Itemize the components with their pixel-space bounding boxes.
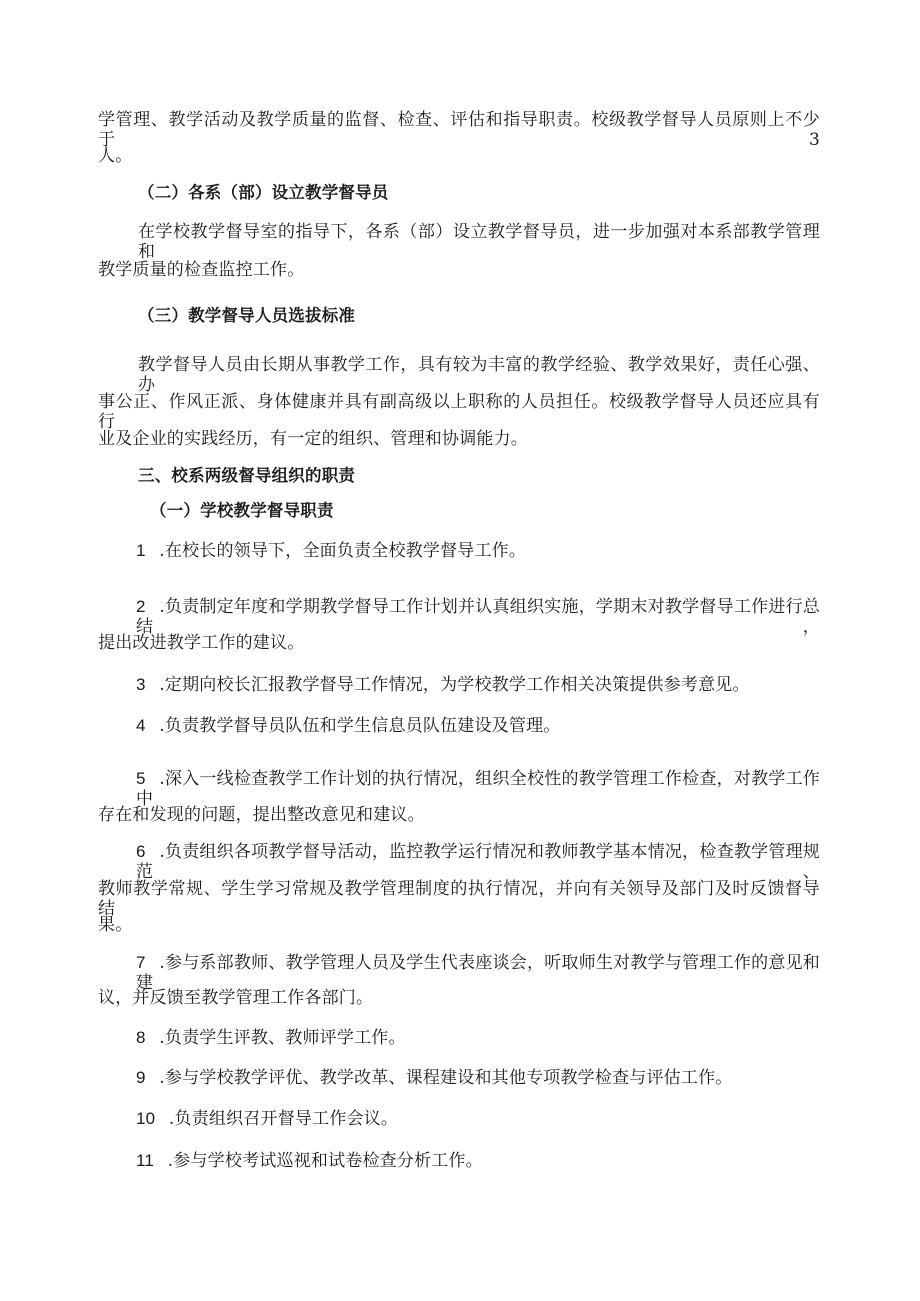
list-item-7-line-1 xyxy=(136,953,820,993)
list-item-7-line-2: 议，并反馈至教学管理工作各部门。 xyxy=(98,988,374,1008)
list-item-number: 9 xyxy=(136,1068,146,1087)
list-item-2-line-2: 提出改进教学工作的建议。 xyxy=(98,633,305,653)
list-item-text: .负责组织各项教学督导活动，监控教学运行情况和教师教学基本情况，检查教学管理规范、 xyxy=(136,842,821,882)
list-item-number: 4 xyxy=(136,716,146,735)
list-item-10 xyxy=(136,1109,398,1129)
list-item-2-line-1 xyxy=(136,597,820,637)
list-item-text: .参与学校教学评优、教学改革、课程建设和其他专项教学检查与评估工作。 xyxy=(159,1068,733,1088)
list-item-text: .在校长的领导下，全面负责全校教学督导工作。 xyxy=(159,541,527,561)
paragraph-intro-line-1: 学管理、教学活动及教学质量的监督、检查、评估和指导职责。校级教学督导人员原则上不少于3 xyxy=(98,110,820,150)
list-item-text: .负责制定年度和学期教学督导工作计划并认真组织实施，学期末对教学督导工作进行总结， xyxy=(136,597,821,637)
heading-selection-criteria: （三）教学督导人员选拔标准 xyxy=(138,306,356,325)
paragraph-three-line-1: 教学督导人员由长期从事教学工作，具有较为丰富的教学经验、教学效果好，责任心强、办 xyxy=(138,355,820,395)
list-item-6-line-3: 果。 xyxy=(98,915,133,935)
paragraph-two-line-1: 在学校教学督导室的指导下，各系（部）设立教学督导员，进一步加强对本系部教学管理和 xyxy=(138,222,820,262)
paragraph-three-line-3: 业及企业的实践经历，有一定的组织、管理和协调能力。 xyxy=(98,429,528,449)
list-item-text: .负责学生评教、教师评学工作。 xyxy=(159,1028,406,1048)
list-item-1 xyxy=(136,541,526,561)
list-item-text: .定期向校长汇报教学督导工作情况，为学校教学工作相关决策提供参考意见。 xyxy=(159,675,750,695)
list-item-number: 8 xyxy=(136,1028,146,1047)
paragraph-intro-line-2: 人。 xyxy=(98,146,133,166)
paragraph-two-line-2: 教学质量的检查监控工作。 xyxy=(98,260,305,280)
list-item-5-line-1 xyxy=(136,769,820,809)
list-item-number: 2 xyxy=(136,597,146,616)
list-item-number: 7 xyxy=(136,953,146,972)
list-item-8 xyxy=(136,1028,406,1048)
heading-school-duties: （一）学校教学督导职责 xyxy=(150,501,334,520)
paragraph-three-line-2: 事公正、作风正派、身体健康并具有副高级以上职称的人员担任。校级教学督导人员还应具有行 xyxy=(98,392,820,432)
list-item-number: 1 xyxy=(136,541,146,560)
list-item-6-line-1 xyxy=(136,842,820,882)
list-item-text: .负责组织召开督导工作会议。 xyxy=(168,1109,399,1129)
list-item-number: 10 xyxy=(136,1109,156,1128)
list-item-number: 3 xyxy=(136,675,146,694)
list-item-text: .参与系部教师、教学管理人员及学生代表座谈会，听取师生对教学与管理工作的意见和建 xyxy=(136,953,821,993)
list-item-6-line-2: 教师教学常规、学生学习常规及教学管理制度的执行情况，并向有关领导及部门及时反馈督导结 xyxy=(98,879,820,919)
heading-department-supervisors: （二）各系（部）设立教学督导员 xyxy=(138,183,389,202)
list-item-5-line-2: 存在和发现的问题，提出整改意见和建议。 xyxy=(98,805,425,825)
section-title-duties: 三、校系两级督导组织的职责 xyxy=(138,466,356,485)
list-item-3 xyxy=(136,675,750,695)
list-item-number: 5 xyxy=(136,769,146,788)
list-item-11 xyxy=(136,1151,483,1171)
list-item-4 xyxy=(136,716,560,736)
list-item-text: .参与学校考试巡视和试卷检查分析工作。 xyxy=(167,1151,483,1171)
list-item-number: 6 xyxy=(136,842,146,861)
list-item-text: .深入一线检查教学工作计划的执行情况，组织全校性的教学管理工作检查，对教学工作中 xyxy=(136,769,821,809)
list-item-9 xyxy=(136,1068,732,1088)
list-item-number: 11 xyxy=(136,1151,155,1170)
list-item-text: .负责教学督导员队伍和学生信息员队伍建设及管理。 xyxy=(159,716,561,736)
